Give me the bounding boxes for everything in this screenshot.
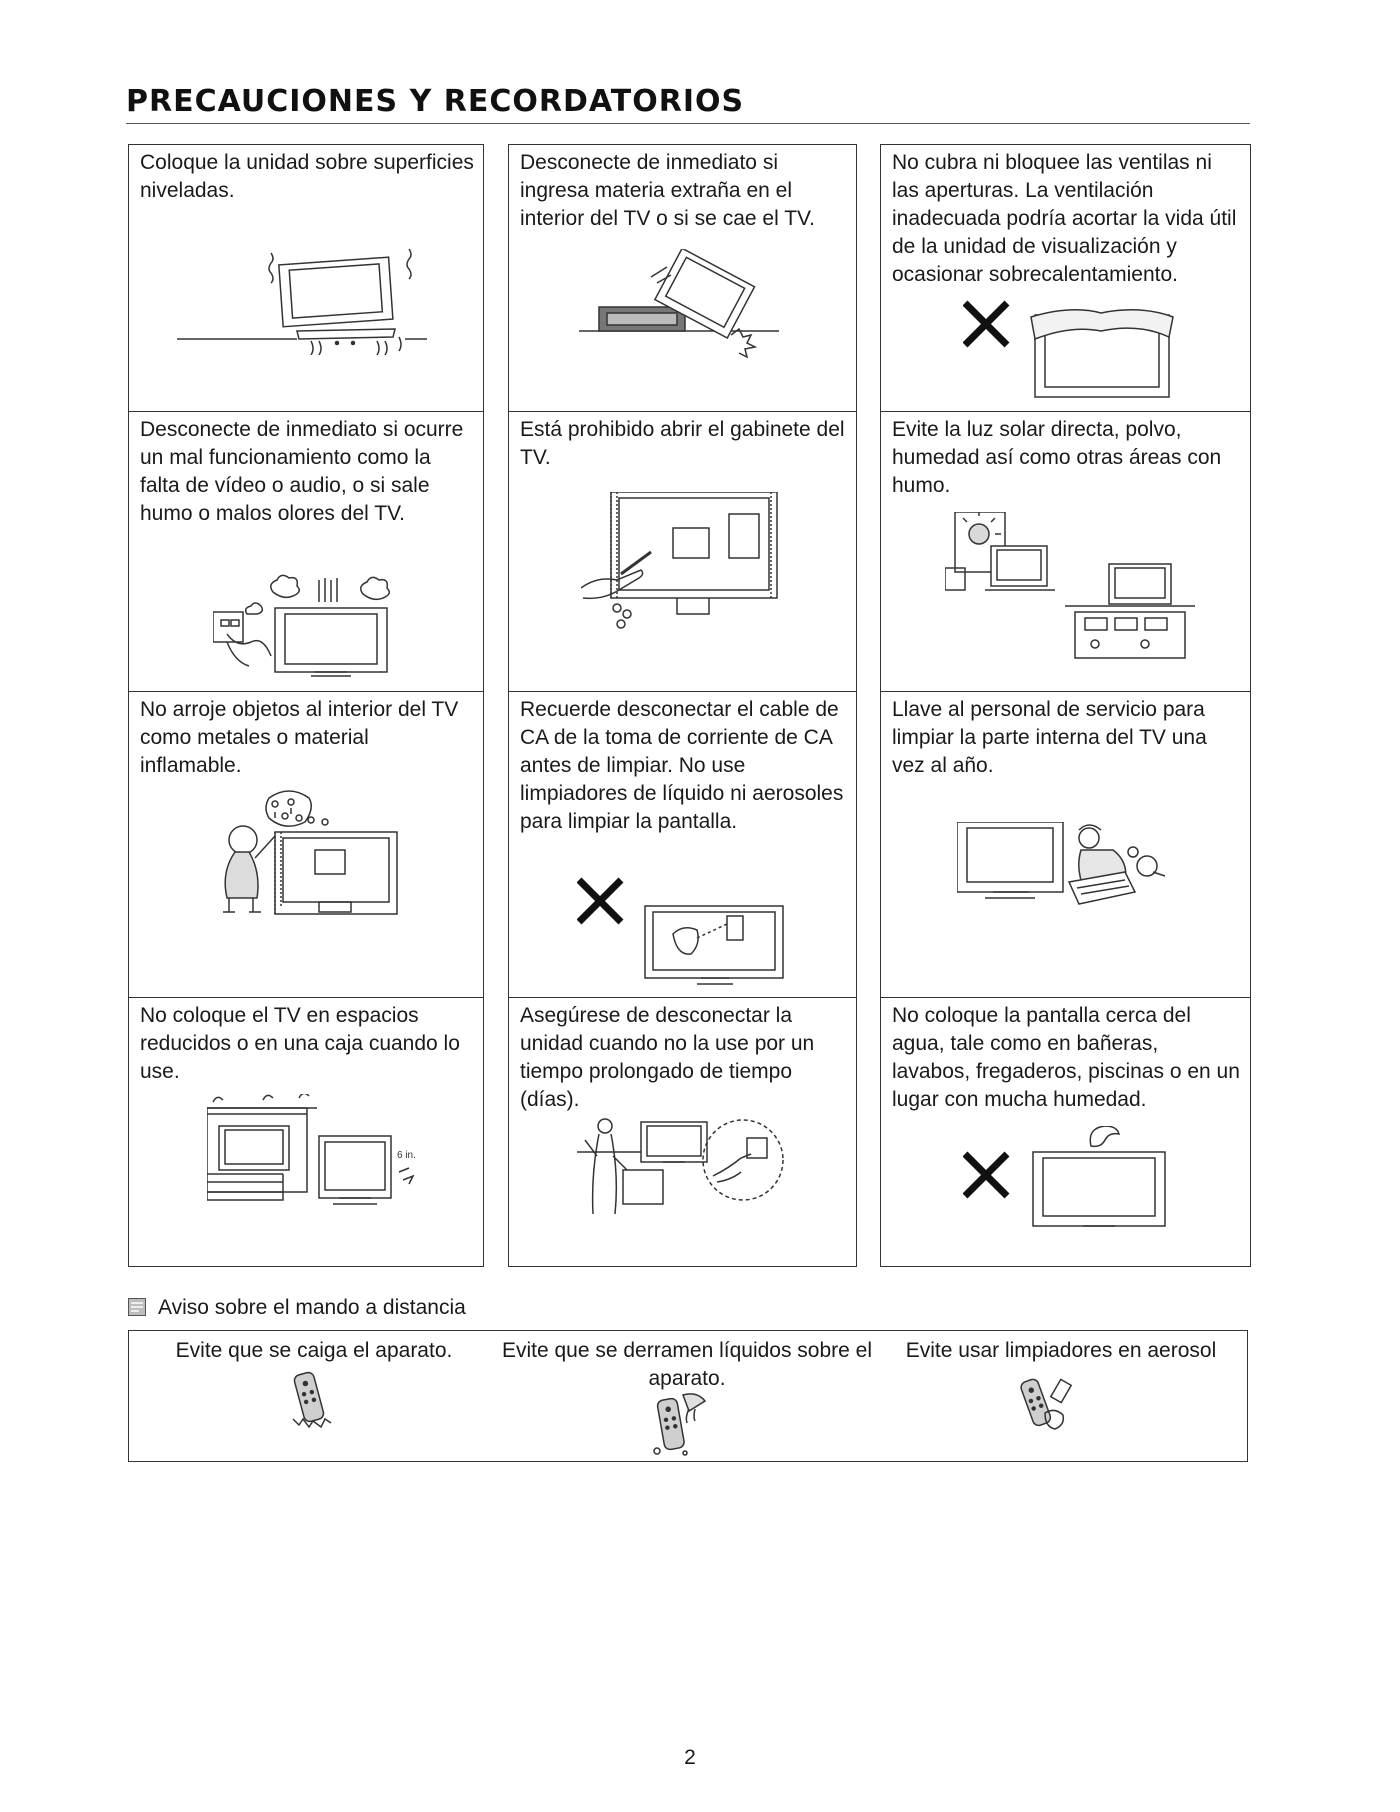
precaution-text: Recuerde desconectar el cable de CA de la toma de corriente de CA antes de limpiar. No use limpiadores de líquido ni aerosoles para limpiar la pantalla. (520, 698, 844, 833)
precaution-cell-foreign-matter (509, 145, 856, 411)
tv-falling-icon (579, 249, 779, 359)
remote-aerosol-icon (1017, 1373, 1077, 1433)
note-icon (128, 1298, 146, 1316)
remote-item-text: Evite que se caiga el aparato. (175, 1339, 453, 1362)
tv-sun-kitchen-icon (945, 512, 1195, 662)
remote-item-aerosol (875, 1331, 1247, 1461)
covered-tv-prohibited-icon (963, 295, 1177, 407)
precaution-cell-service (881, 691, 1250, 997)
precautions-column-2 (508, 144, 857, 1267)
precaution-text: Desconecte de inmediato si ingresa materia extraña en el interior del TV o si se cae el TV. (520, 151, 815, 230)
page-number: 2 (684, 1746, 696, 1769)
tv-back-screwdriver-icon (581, 492, 781, 642)
page-title: PRECAUCIONES Y RECORDATORIOS (126, 84, 745, 119)
precaution-cell-sunlight (881, 411, 1250, 691)
precaution-text: No arroje objetos al interior del TV como metales o material inflamable. (140, 698, 459, 777)
precaution-text: Coloque la unidad sobre superficies niveladas. (140, 151, 474, 202)
precaution-cell-level-surface (129, 145, 483, 411)
precaution-text: Llave al personal de servicio para limpiar la parte interna del TV una vez al año. (892, 698, 1207, 777)
precaution-cell-unplug-long (509, 997, 856, 1267)
tv-spray-prohibited-icon (577, 876, 787, 986)
precaution-text: No coloque el TV en espacios reducidos o en una caja cuando lo use. (140, 1004, 460, 1083)
precaution-cell-vents (881, 145, 1250, 411)
remote-notice-box (128, 1330, 1248, 1462)
remote-notice-title: Aviso sobre el mando a distancia (158, 1296, 466, 1319)
prohibited-cross-icon (579, 880, 621, 922)
remote-dropping-icon (287, 1369, 337, 1433)
precaution-cell-malfunction (129, 411, 483, 691)
prohibited-cross-icon (965, 303, 1007, 345)
boy-throwing-objects-icon (215, 788, 405, 920)
tv-water-prohibited-icon (963, 1126, 1173, 1230)
precaution-cell-open-cabinet (509, 411, 856, 691)
precaution-text: No cubra ni bloquee las ventilas ni las aperturas. La ventilación inadecuada podría acortar la vida útil de la unidad de visualización y ocasionar sobrecalentamiento. (892, 151, 1237, 286)
precautions-column-3 (880, 144, 1251, 1267)
remote-item-liquid (499, 1331, 875, 1461)
precautions-column-1 (128, 144, 484, 1267)
precaution-text: Asegúrese de desconectar la unidad cuando no la use por un tiempo prolongado de tiempo (días). (520, 1004, 815, 1111)
remote-item-text: Evite que se derramen líquidos sobre el aparato. (501, 1339, 873, 1390)
precaution-cell-objects (129, 691, 483, 997)
precaution-cell-cleaning (509, 691, 856, 997)
precaution-text: Evite la luz solar directa, polvo, humedad así como otras áreas con humo. (892, 418, 1222, 497)
precaution-text: Desconecte de inmediato si ocurre un mal funcionamiento como la falta de vídeo o audio, o si sale humo o malos olores del TV. (140, 418, 464, 525)
tv-shaking-icon (177, 245, 437, 355)
precaution-cell-water (881, 997, 1250, 1267)
precaution-text: No coloque la pantalla cerca del agua, tale como en bañeras, lavabos, fregaderos, piscinas o en un lugar con mucha humedad. (892, 1004, 1240, 1111)
remote-item-drop (129, 1331, 499, 1461)
tv-smoke-unplug-icon (213, 572, 413, 682)
tv-cabinet-clearance-icon (207, 1094, 427, 1216)
clearance-label: 6 in. (397, 1150, 416, 1161)
service-technician-icon (957, 822, 1167, 922)
precaution-text: Está prohibido abrir el gabinete del TV. (520, 418, 845, 469)
remote-item-text: Evite usar limpiadores en aerosol (905, 1339, 1217, 1362)
remote-liquid-icon (649, 1391, 709, 1459)
precaution-cell-ventilation-space (129, 997, 483, 1267)
prohibited-cross-icon (965, 1154, 1007, 1196)
person-unplugging-tv-icon (577, 1116, 789, 1234)
